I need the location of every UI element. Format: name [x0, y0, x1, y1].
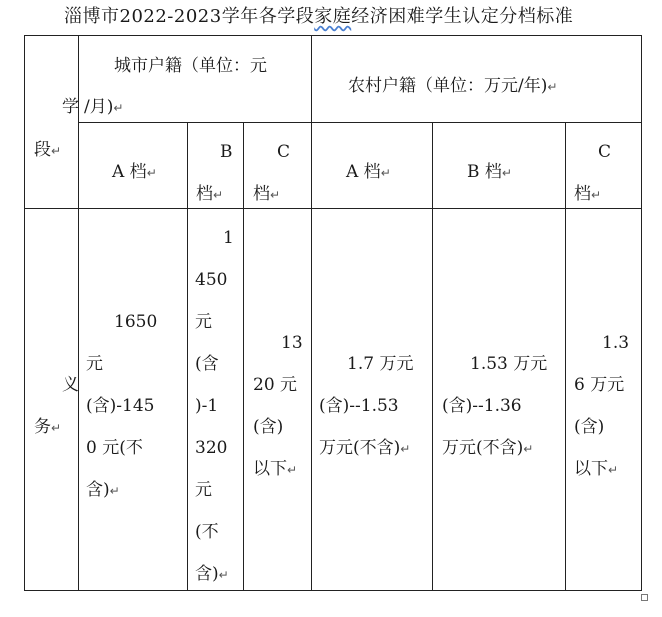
col-divider-3: [243, 122, 244, 591]
title-wavy-word: 家庭: [314, 6, 352, 27]
rural-a-value: 1.7 万元 (含)--1.53 万元(不含)↵: [319, 354, 414, 458]
col-divider-1: [78, 35, 79, 591]
header-urban-line1: 城市户籍（单位：元: [114, 56, 267, 76]
header-duan: 段↵: [34, 140, 62, 160]
urban-c-value: 13 20 元 (含) 以下↵: [253, 333, 303, 479]
title-part-2: 经济困难学生认定分档标准: [351, 6, 574, 27]
header-urban-c: C 档↵: [253, 142, 291, 204]
header-urban-a: A 档↵: [112, 162, 157, 182]
table-top-border: [24, 35, 641, 36]
header-rural-a: A 档↵: [346, 162, 391, 182]
col-divider-2: [187, 122, 188, 591]
header-divider: [78, 122, 641, 123]
header-rural: 农村户籍（单位：万元/年)↵: [348, 76, 558, 96]
col-divider-4: [311, 35, 312, 591]
title-part-1: 淄博市2022-2023学年各学段: [64, 6, 315, 27]
header-rural-c: C 档↵: [574, 142, 612, 204]
stage-cell: 义 务↵: [34, 375, 79, 437]
urban-a-value: 1650 元 (含)-145 0 元(不 含)↵: [86, 312, 158, 500]
col-divider-5: [432, 122, 433, 591]
rural-b-value: 1.53 万元 (含)--1.36 万元(不含)↵: [442, 354, 548, 458]
header-urban-b: B 档↵: [196, 142, 233, 204]
table-left-border: [24, 35, 25, 591]
table-bottom-border: [24, 590, 641, 591]
page-title: [64, 5, 662, 29]
col-divider-6: [565, 122, 566, 591]
table-right-border: [641, 35, 642, 591]
header-urban-line2: /月)↵: [84, 97, 124, 117]
header-rural-b: B 档↵: [467, 162, 512, 182]
rural-c-value: 1.3 6 万元 (含) 以下↵: [574, 333, 630, 479]
urban-b-value: 1 450 元 (含 )-1 320 元 (不 含)↵: [195, 228, 234, 584]
header-bottom-border: [24, 208, 641, 209]
header-xue: 学: [62, 97, 79, 117]
table-end-marker: [641, 594, 648, 601]
